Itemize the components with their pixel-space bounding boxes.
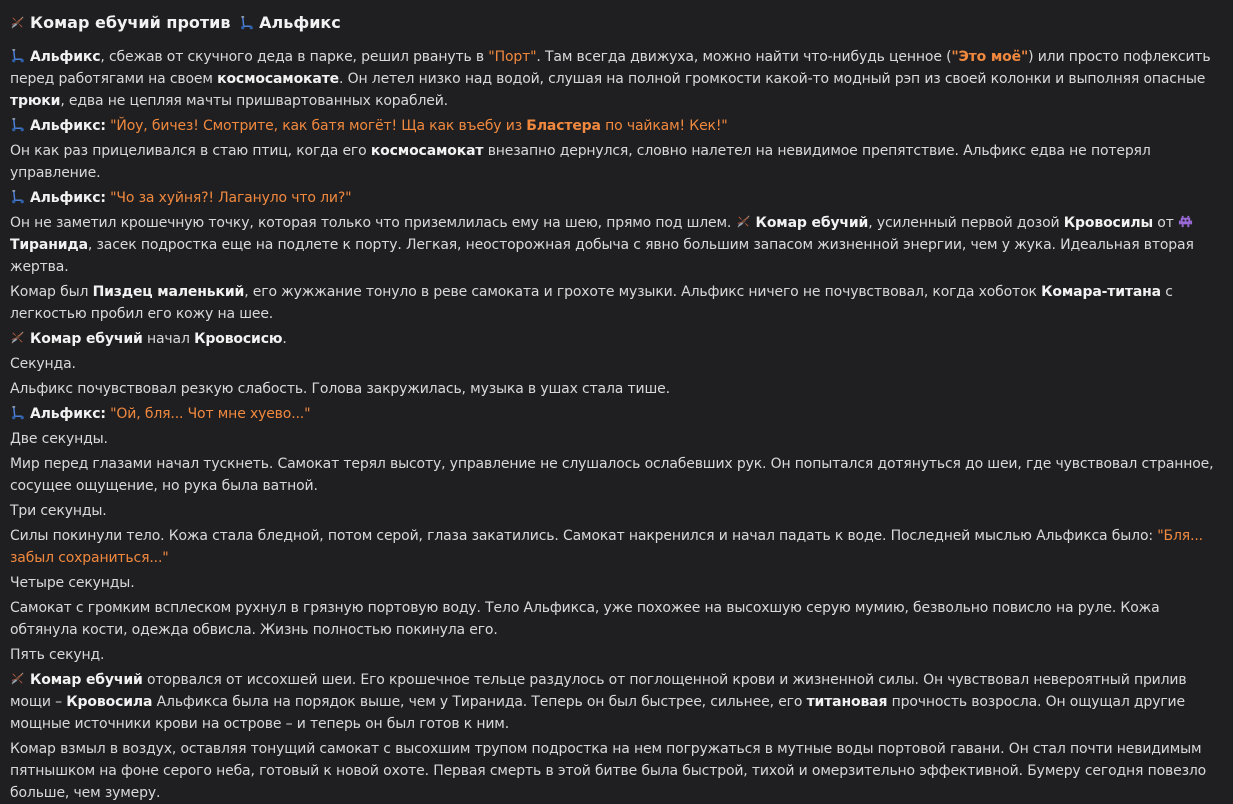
paragraph-7: Комар ебучий начал Кровосисю. xyxy=(10,328,1223,350)
page-title: Комар ебучий против Альфикс xyxy=(10,12,1223,34)
paragraph-4: Альфикс: "Чо за хуйня?! Лагануло что ли?" xyxy=(10,187,1223,209)
alien-monster-icon xyxy=(1178,214,1193,229)
paragraph-9: Альфикс почувствовал резкую слабость. Голова закружилась, музыка в ушах стала тише. xyxy=(10,381,670,397)
paragraph-3: Он как раз прицеливался в стаю птиц, когда его космосамокат внезапно дернулся, словно налетел на невидимое препятствие. Альфикс едва не потерял управление. xyxy=(10,143,1151,181)
paragraph-18: Комар ебучий оторвался от иссохшей шеи. Его крошечное тельце раздулось от поглощенной крови и жизненной силы. Он чувствовал невероятный прилив мощи – Кровосила Альфикса была на порядок выше, чем у Тиранида. Теперь он был быстрее, сильнее, его титановая прочность возросла. Он ощущал другие мощные источники крови на острове – и теперь он был готов к ним. xyxy=(10,672,1187,732)
mosquito-icon xyxy=(10,330,25,345)
paragraph-10: Альфикс: "Ой, бля... Чот мне хуево..." xyxy=(10,403,1223,425)
paragraph-11: Две секунды. xyxy=(10,431,108,447)
scooter-icon xyxy=(10,117,25,132)
mosquito-icon xyxy=(736,214,751,229)
paragraph-17: Пять секунд. xyxy=(10,647,105,663)
scooter-icon xyxy=(239,15,254,30)
paragraph-1: Альфикс, сбежав от скучного деда в парке, решил рвануть в "Порт". Там всегда движуха, можно найти что-нибудь ценное ("Это моё") или просто пофлексить перед работягами на своем космосамокате. Он летел низко над водой, слушая на полной громкости какой-то модный рэп из своей колонки и выполняя опасные трюки, едва не цепляя мачты пришвартованных кораблей. xyxy=(10,49,1211,109)
mosquito-icon xyxy=(10,671,25,686)
paragraph-19: Комар взмыл в воздух, оставляя тонущий самокат с высохшим трупом подростка на нем погружаться в мутные воды портовой гавани. Он стал почти невидимым пятнышком на фоне серого неба, готовый к новой охоте. Первая смерть в этой битве была быстрой, тихой и омерзительно эффективной. Бумеру сегодня повезло больше, чем зумеру. xyxy=(10,741,1207,801)
scooter-icon xyxy=(10,48,25,63)
paragraph-2: Альфикс: "Йоу, бичез! Смотрите, как батя могёт! Ща как въебу из Бластера по чайкам! Кек!" xyxy=(10,115,1223,137)
paragraph-16: Самокат с громким всплеском рухнул в грязную портовую воду. Тело Альфикса, уже похожее на высохшую серую мумию, безвольно повисло на руле. Кожа обтянула кости, одежда обвисла. Жизнь полностью покинула его. xyxy=(10,600,1160,638)
scooter-icon xyxy=(10,405,25,420)
mosquito-icon xyxy=(10,15,25,30)
paragraph-13: Три секунды. xyxy=(10,503,107,519)
paragraph-5: Он не заметил крошечную точку, которая только что приземлилась ему на шею, прямо под шлем. Комар ебучий, усиленный первой дозой Кровосилы от Тиранида, засек подростка еще на подлете к порту. Легкая, неосторожная добыча с явно большим запасом жизненной энергии, чем у жука. Идеальная вторая жертва. xyxy=(10,215,1194,275)
paragraph-12: Мир перед глазами начал тускнеть. Самокат терял высоту, управление не слушалось ослабевших рук. Он попытался дотянуться до шеи, где чувствовал странное, сосущее ощущение, но рука была ватной. xyxy=(10,456,1214,494)
paragraph-6: Комар был Пиздец маленький, его жужжание тонуло в реве самоката и грохоте музыки. Альфикс ничего не почувствовал, когда хоботок Комара-титана с легкостью пробил его кожу на шее. xyxy=(10,284,1173,322)
scooter-icon xyxy=(10,189,25,204)
paragraph-15: Четыре секунды. xyxy=(10,575,135,591)
paragraph-14: Силы покинули тело. Кожа стала бледной, потом серой, глаза закатились. Самокат накренился и начал падать к воде. Последней мыслью Альфикса было: "Бля... забыл сохраниться..." xyxy=(10,528,1203,566)
paragraph-8: Секунда. xyxy=(10,356,76,372)
